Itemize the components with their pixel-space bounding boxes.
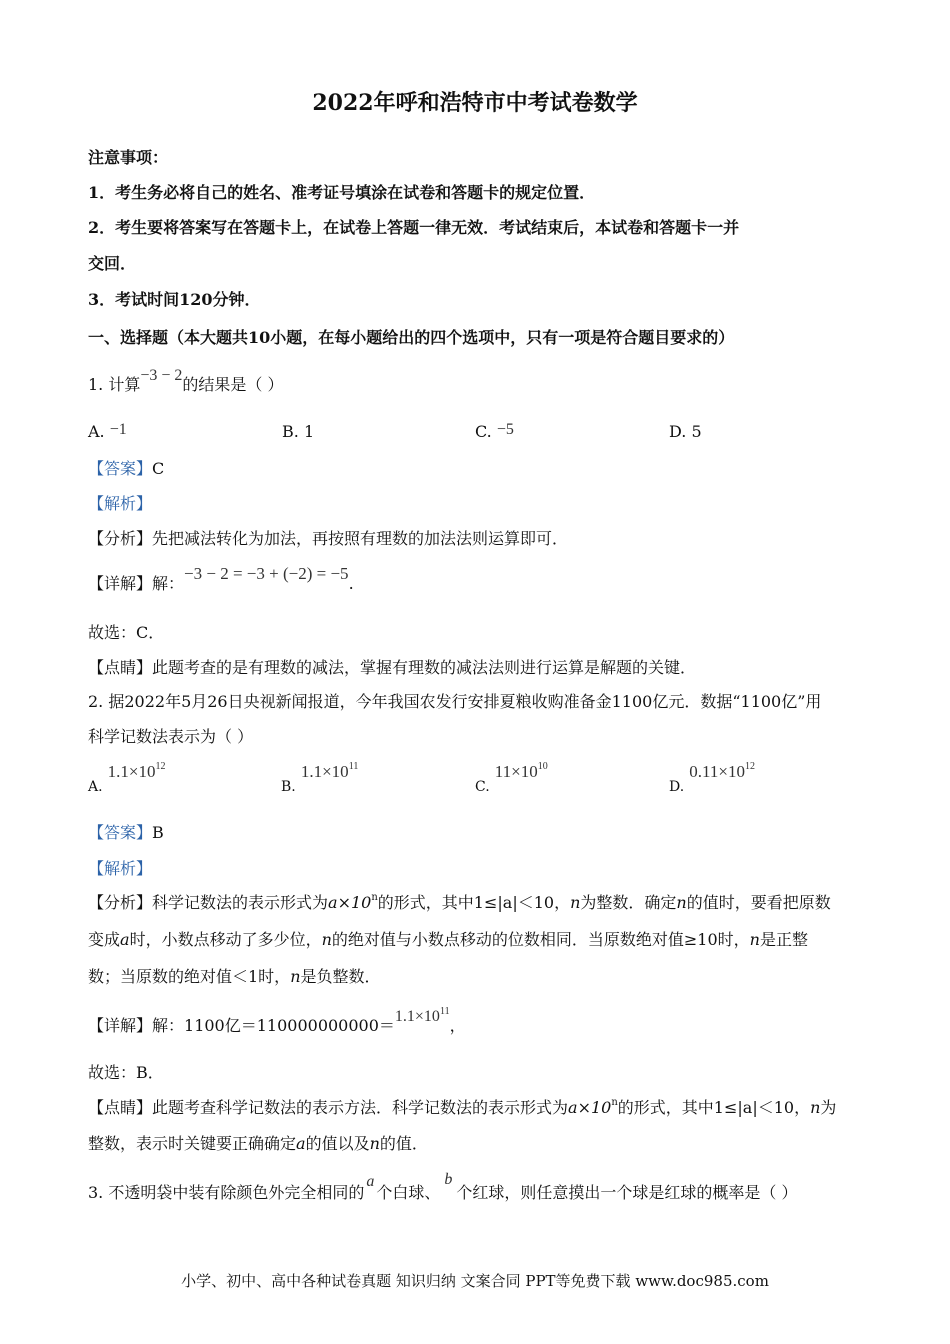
fenxi-text: 是负整数． <box>300 967 381 986</box>
option-base: 1.1×10 <box>300 762 349 781</box>
q2-guxuan: 故选：B． <box>88 1063 164 1082</box>
notice-item-3: 3．考试时间120分钟． <box>88 290 261 309</box>
xiangjie-end: ， <box>449 1016 466 1035</box>
fenxi-text: 的形式，其中1≤|a|＜10， <box>377 893 571 912</box>
dianjing-text: 此题考查的是有理数的减法，掌握有理数的减法法则进行运算是解题的关键． <box>152 658 697 677</box>
option-base: 0.11×10 <box>689 762 745 781</box>
var-a: a <box>366 1173 375 1190</box>
var-n: n <box>570 893 581 912</box>
option-value: 1 <box>303 422 315 441</box>
option-value: −5 <box>496 421 514 438</box>
option-base: 1.1×10 <box>107 762 156 781</box>
dianjing-text: 的值以及 <box>305 1134 370 1153</box>
option-exponent: 11 <box>348 761 359 772</box>
q2-fenxi-line3 <box>88 964 381 987</box>
var-b: b <box>444 1171 453 1188</box>
q2-xiangjie <box>88 1006 466 1036</box>
option-letter: A. <box>88 422 105 441</box>
page-title: 2022年呼和浩特市中考试卷数学 <box>312 90 638 116</box>
q2-stem-line1: 2. 据2022年5月26日央视新闻报道，今年我国农发行安排夏粮收购准备金1100亿元．数据“1100亿”用 <box>88 692 822 711</box>
answer-tag: 【答案】 <box>88 459 153 478</box>
var-n: n <box>749 930 760 949</box>
var-a: a×10 <box>568 1098 612 1117</box>
var-n-exponent: n <box>371 892 378 903</box>
xiangjie-exponent: 11 <box>439 1006 450 1017</box>
q2-option-b <box>281 761 359 795</box>
option-letter: C. <box>475 779 490 795</box>
xiangjie-tag: 【详解】 <box>88 574 153 593</box>
q3-stem <box>88 1171 798 1203</box>
xiangjie-base: 1.1×10 <box>394 1008 440 1025</box>
fenxi-text: 是正整 <box>759 930 808 949</box>
q3-mid: 个白球、 <box>376 1183 441 1202</box>
q2-jiexi: 【解析】 <box>88 859 153 878</box>
dianjing-text: 的值． <box>379 1134 428 1153</box>
var-n: n <box>676 893 687 912</box>
answer-value: C <box>152 459 165 478</box>
q1-option-a <box>88 422 127 442</box>
page-footer: 小学、初中、高中各种试卷真题 知识归纳 文案合同 PPT等免费下载 www.doc985.com <box>181 1272 769 1290</box>
q3-prefix: 3. 不透明袋中装有除颜色外完全相同的 <box>88 1183 365 1202</box>
q2-dianjing-line2 <box>88 1131 428 1154</box>
fenxi-text: 为整数．确定 <box>580 893 677 912</box>
q1-expression: −3 − 2 <box>140 367 183 384</box>
fenxi-text: 的绝对值与小数点移动的位数相同．当原数绝对值≥10时， <box>331 930 750 949</box>
xiangjie-expression: −3 − 2 = −3 + (−2) = −5 <box>184 564 349 583</box>
option-letter: B. <box>281 779 296 795</box>
var-a: a×10 <box>328 893 372 912</box>
fenxi-text: 的值时，要看把原数 <box>686 893 831 912</box>
option-letter: C. <box>475 422 492 441</box>
option-base: 11×10 <box>494 762 538 781</box>
answer-value: B <box>152 823 164 842</box>
q2-option-d <box>669 761 755 795</box>
q1-answer <box>88 456 164 479</box>
fenxi-tag: 【分析】 <box>88 529 153 548</box>
var-a: a <box>120 930 130 949</box>
q1-stem <box>88 367 284 395</box>
q2-stem-line2: 科学记数法表示为（ ） <box>88 727 254 746</box>
dianjing-text: 此题考查科学记数法的表示方法．科学记数法的表示形式为 <box>152 1098 569 1117</box>
var-n: n <box>290 967 301 986</box>
q1-fenxi <box>88 526 568 549</box>
fenxi-text: 科学记数法的表示形式为 <box>152 893 329 912</box>
q2-answer <box>88 820 164 843</box>
q1-option-b <box>282 422 314 441</box>
notice-item-2b: 交回． <box>88 254 137 273</box>
q2-dianjing-line1 <box>88 1095 836 1118</box>
answer-tag: 【答案】 <box>88 823 153 842</box>
xiangjie-prefix: 解： <box>152 574 185 593</box>
notice-item-2a: 2．考生要将答案写在答题卡上，在试卷上答题一律无效．考试结束后，本试卷和答题卡一并 <box>88 218 740 237</box>
option-letter: A. <box>88 779 103 795</box>
q1-dianjing <box>88 655 696 678</box>
notice-item-1: 1．考生务必将自己的姓名、准考证号填涂在试卷和答题卡的规定位置． <box>88 183 596 202</box>
fenxi-text: 时，小数点移动了多少位， <box>129 930 322 949</box>
dianjing-text: 的形式，其中1≤|a|＜10， <box>617 1098 811 1117</box>
var-a: a <box>296 1134 306 1153</box>
xiangjie-end: . <box>348 574 354 593</box>
option-letter: B. <box>282 422 299 441</box>
dianjing-tag: 【点睛】 <box>88 1098 153 1117</box>
var-n: n <box>369 1134 380 1153</box>
dianjing-tag: 【点睛】 <box>88 658 153 677</box>
q2-fenxi-line2 <box>88 927 808 950</box>
q1-guxuan: 故选：C． <box>88 623 165 642</box>
var-n: n <box>810 1098 821 1117</box>
q1-prefix: 1. 计算 <box>88 375 141 394</box>
option-value: −1 <box>109 421 127 438</box>
xiangjie-tag: 【详解】 <box>88 1016 153 1035</box>
q2-option-c <box>475 761 548 795</box>
q1-jiexi: 【解析】 <box>88 494 153 513</box>
q1-option-c <box>475 422 514 442</box>
dianjing-text: 为 <box>820 1098 837 1117</box>
q3-suffix: 个红球，则任意摸出一个球是红球的概率是（ ） <box>456 1183 798 1202</box>
q1-suffix: 的结果是（ ） <box>182 375 284 394</box>
option-exponent: 12 <box>155 761 166 772</box>
xiangjie-text: 解：1100亿＝110000000000＝ <box>152 1016 395 1035</box>
q1-xiangjie <box>88 564 354 594</box>
var-n: n <box>321 930 332 949</box>
fenxi-tag: 【分析】 <box>88 893 153 912</box>
fenxi-text: 变成 <box>88 930 121 949</box>
option-letter: D. <box>669 779 685 795</box>
option-exponent: 12 <box>745 761 755 772</box>
option-value: 5 <box>691 422 702 441</box>
q2-fenxi-line1 <box>88 890 831 913</box>
notice-heading: 注意事项： <box>88 148 169 167</box>
option-letter: D. <box>669 422 687 441</box>
q1-option-d <box>669 422 702 441</box>
fenxi-text: 数；当原数的绝对值＜1时， <box>88 967 291 986</box>
section-heading: 一、选择题（本大题共10小题，在每小题给出的四个选项中，只有一项是符合题目要求的） <box>88 328 735 347</box>
var-n-exponent: n <box>611 1097 618 1108</box>
option-exponent: 10 <box>537 761 548 772</box>
fenxi-text: 先把减法转化为加法，再按照有理数的加法法则运算即可． <box>152 529 569 548</box>
dianjing-text: 整数，表示时关键要正确确定 <box>88 1134 297 1153</box>
q2-option-a <box>88 761 166 795</box>
